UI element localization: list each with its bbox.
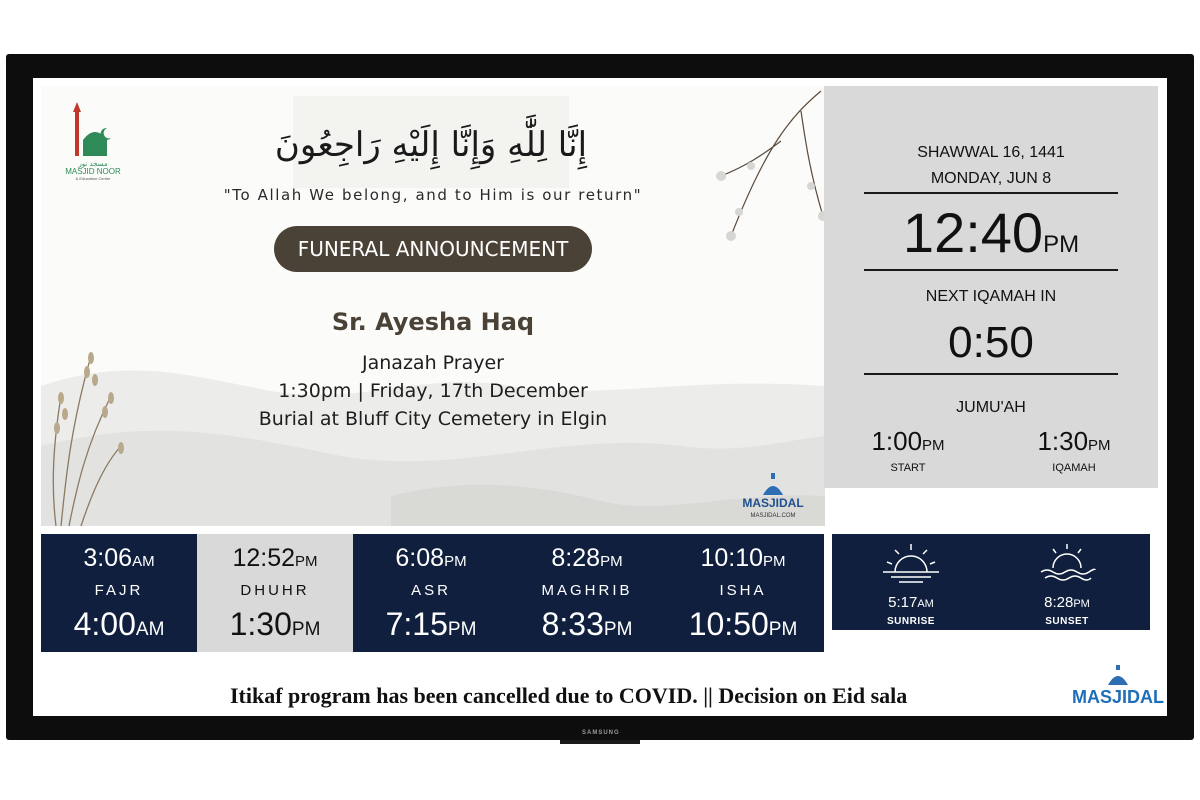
masjid-noor-logo-name: MASJID NOOR <box>65 167 121 176</box>
prayer-iqamah-time <box>353 606 509 643</box>
deceased-name: Sr. Ayesha Haq <box>331 308 535 336</box>
current-time-value: 12:40 <box>902 201 1044 264</box>
signage-screen <box>33 78 1167 716</box>
prayer-iqamah-value: 1:30 <box>229 606 292 642</box>
prayer-start-value: 8:28 <box>551 544 601 572</box>
prayer-iqamah-time <box>509 606 665 643</box>
masjid-noor-logo-subtitle: & Education Centre <box>75 176 111 181</box>
prayer-start-time <box>41 544 197 573</box>
prayer-start-ampm: AM <box>132 553 155 570</box>
prayer-iqamah-time <box>665 606 821 643</box>
sunset-label: SUNSET <box>1045 616 1089 627</box>
arabic-calligraphy-text: إِنَّا لِلَّٰهِ وَإِنَّا إِلَيْهِ رَاجِعُونَ <box>274 125 588 165</box>
sunrise-time <box>836 594 986 611</box>
prayer-start-ampm: PM <box>295 553 318 570</box>
ticker-text: Itikaf program has been cancelled due to COVID. || Decision on Eid sala <box>230 683 908 708</box>
dried-flowers-right-decoration <box>711 86 825 246</box>
sunset-ampm: PM <box>1073 598 1090 610</box>
prayer-start-time <box>509 544 665 573</box>
divider <box>864 373 1118 375</box>
prayer-fajr <box>41 534 197 652</box>
prayer-start-time <box>353 544 509 573</box>
prayer-iqamah-ampm: PM <box>768 619 798 640</box>
jumuah-iqamah-label: IQAMAH <box>1052 462 1096 474</box>
prayer-iqamah-time <box>197 606 353 643</box>
masjidal-small-logo <box>741 471 805 523</box>
masjidal-ticker-logo <box>1071 665 1165 711</box>
prayer-start-ampm: PM <box>444 553 467 570</box>
prayer-iqamah-value: 10:50 <box>688 606 769 642</box>
sunrise-ampm: AM <box>917 598 934 610</box>
current-time <box>824 200 1158 265</box>
masjid-noor-logo <box>53 102 133 182</box>
sunset-block <box>992 534 1142 630</box>
prayer-start-time <box>197 544 353 573</box>
prayer-dhuhr <box>197 534 353 652</box>
prayer-name: DHUHR <box>240 582 310 599</box>
janazah-time-line: 1:30pm | Friday, 17th December <box>278 380 588 402</box>
news-ticker <box>33 660 1167 716</box>
jumuah-iqamah-value: 1:30 <box>1037 426 1089 456</box>
prayer-iqamah-ampm: PM <box>291 619 321 640</box>
jumuah-start-label: START <box>890 462 926 474</box>
next-iqamah-label: NEXT IQAMAH IN <box>925 288 1057 305</box>
prayer-start-value: 3:06 <box>83 544 133 572</box>
prayer-name: ASR <box>411 582 451 599</box>
prayer-iqamah-value: 4:00 <box>73 606 136 642</box>
clock-panel <box>824 86 1158 488</box>
prayer-iqamah-time <box>41 606 197 643</box>
prayer-name: FAJR <box>94 582 144 599</box>
masjidal-ticker-logo-text: MASJIDAL <box>1071 687 1165 707</box>
tv-stand <box>560 740 640 744</box>
current-time-ampm: PM <box>1043 231 1080 258</box>
prayer-start-time <box>665 544 821 573</box>
funeral-announcement-badge[interactable]: FUNERAL ANNOUNCEMENT <box>274 226 592 272</box>
prayer-start-ampm: PM <box>600 553 623 570</box>
divider <box>864 269 1118 271</box>
sunset-time <box>992 594 1142 611</box>
divider <box>864 192 1118 194</box>
hijri-date: SHAWWAL 16, 1441 <box>917 144 1065 161</box>
prayer-iqamah-value: 8:33 <box>541 606 604 642</box>
prayer-iqamah-ampm: PM <box>447 619 477 640</box>
sunset-icon <box>1037 540 1097 584</box>
prayer-name: MAGHRIB <box>541 582 633 599</box>
jumuah-label: JUMU'AH <box>956 399 1026 416</box>
tv-brand-label: SAMSUNG <box>582 730 620 736</box>
masjid-noor-logo-arabic: مسجد نور <box>78 160 108 168</box>
prayer-maghrib <box>509 534 665 652</box>
prayer-iqamah-ampm: AM <box>135 619 165 640</box>
gregorian-date: MONDAY, JUN 8 <box>930 170 1052 187</box>
masjidal-small-logo-url: MASJIDAL.COM <box>750 513 796 519</box>
prayer-start-value: 6:08 <box>395 544 445 572</box>
sunrise-block <box>836 534 986 630</box>
prayer-asr <box>353 534 509 652</box>
sunset-time-value: 8:28 <box>1044 594 1074 611</box>
quote-text: "To Allah We belong, and to Him is our return" <box>223 186 643 204</box>
jumuah-start-time <box>848 426 968 457</box>
jumuah-start-value: 1:00 <box>871 426 923 456</box>
prayer-start-value: 12:52 <box>232 544 296 572</box>
sunrise-sunset-panel <box>832 534 1150 630</box>
masjidal-small-logo-name: MASJIDAL <box>742 496 804 510</box>
jumuah-start-ampm: PM <box>922 437 945 454</box>
prayer-isha <box>665 534 824 652</box>
prayer-times-strip <box>41 534 824 652</box>
jumuah-iqamah-time <box>1014 426 1134 457</box>
sunrise-icon <box>881 540 941 584</box>
arabic-calligraphy-banner <box>274 96 588 188</box>
next-iqamah-countdown: 0:50 <box>948 318 1034 367</box>
prayer-name: ISHA <box>719 582 767 599</box>
prayer-start-ampm: PM <box>763 553 786 570</box>
prayer-iqamah-value: 7:15 <box>385 606 448 642</box>
prayer-start-value: 10:10 <box>700 544 764 572</box>
sunrise-label: SUNRISE <box>887 616 935 627</box>
prayer-iqamah-ampm: PM <box>603 619 633 640</box>
janazah-prayer-line: Janazah Prayer <box>362 352 504 374</box>
sunrise-time-value: 5:17 <box>888 594 918 611</box>
funeral-announcement-panel <box>41 86 825 526</box>
jumuah-iqamah-ampm: PM <box>1088 437 1111 454</box>
burial-location-line: Burial at Bluff City Cemetery in Elgin <box>258 408 608 430</box>
